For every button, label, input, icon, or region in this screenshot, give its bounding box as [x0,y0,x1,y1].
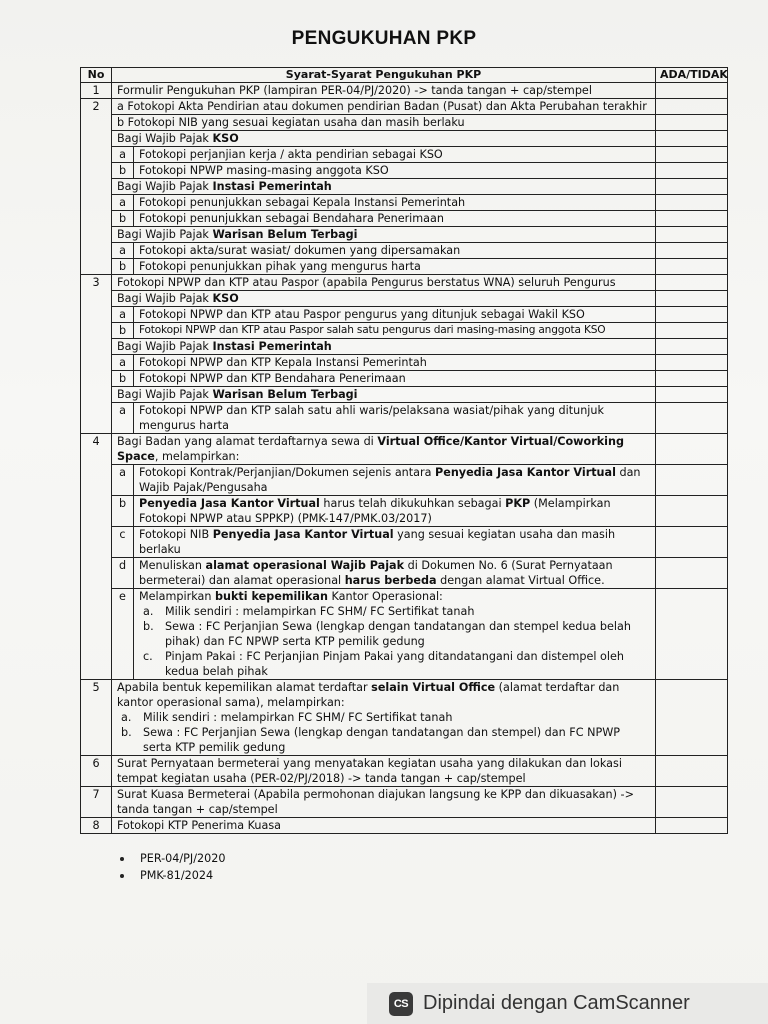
row-number: 4 [81,434,112,680]
ada-tidak-cell[interactable] [656,589,728,680]
header-ada-tidak: ADA/TIDAK [656,68,728,83]
ada-tidak-cell[interactable] [656,195,728,211]
group-heading: Bagi Wajib Pajak Warisan Belum Terbagi [112,227,656,243]
requirement-text: Fotokopi penunjukkan sebagai Bendahara Penerimaan [134,211,656,227]
row-number: 5 [81,680,112,756]
sub-label: a [112,465,134,496]
list-item: a. Milik sendiri : melampirkan FC SHM/ FC Sertifikat tanah [143,605,475,618]
ada-tidak-cell[interactable] [656,211,728,227]
ada-tidak-cell[interactable] [656,355,728,371]
ownership-list [117,710,651,755]
group-heading-row [81,339,728,355]
table-header-row [81,68,728,83]
sub-label: a [112,243,134,259]
ada-tidak-cell[interactable] [656,371,728,387]
row-number: 8 [81,818,112,834]
ada-tidak-cell[interactable] [656,527,728,558]
ada-tidak-cell[interactable] [656,291,728,307]
reference-item: PMK-81/2024 [118,867,225,884]
table-row [81,403,728,434]
ada-tidak-cell[interactable] [656,680,728,756]
table-row [81,147,728,163]
group-heading-row [81,131,728,147]
ada-tidak-cell[interactable] [656,115,728,131]
requirement-text: Fotokopi NPWP masing-masing anggota KSO [134,163,656,179]
requirement-text: Fotokopi penunjukkan sebagai Kepala Instansi Pemerintah [134,195,656,211]
sub-label: b [112,371,134,387]
table-row [81,527,728,558]
table-row [81,680,728,756]
list-item: b. Sewa : FC Perjanjian Sewa (lengkap dengan tandatangan dan stempel) dan FC NPWP serta KTP pemilik gedung [121,726,621,754]
list-item: c. Pinjam Pakai : FC Perjanjian Pinjam Pakai yang ditandatangani dan distempel oleh kedua belah pihak [143,650,624,678]
header-no: No [81,68,112,83]
table-row [81,83,728,99]
ada-tidak-cell[interactable] [656,756,728,787]
header-requirements: Syarat-Syarat Pengukuhan PKP [112,68,656,83]
sub-label: a [112,307,134,323]
ada-tidak-cell[interactable] [656,558,728,589]
table-row [81,211,728,227]
sub-label: d [112,558,134,589]
requirement-text: Surat Kuasa Bermeterai (Apabila permohonan diajukan langsung ke KPP dan dikuasakan) -> tanda tangan + cap/stempel [112,787,656,818]
table-row [81,99,728,115]
requirement-text: Formulir Pengukuhan PKP (lampiran PER-04/PJ/2020) -> tanda tangan + cap/stempel [112,83,656,99]
group-heading-row [81,291,728,307]
sub-label: a [112,403,134,434]
table-row [81,818,728,834]
sub-label: e [112,589,134,680]
requirement-text: Fotokopi penunjukkan pihak yang mengurus harta [134,259,656,275]
sub-label: b [112,259,134,275]
table-row [81,496,728,527]
sub-label: a [112,147,134,163]
table-row [81,589,728,680]
requirements-table [80,67,728,834]
table-row [81,115,728,131]
table-row [81,355,728,371]
ada-tidak-cell[interactable] [656,323,728,339]
ada-tidak-cell[interactable] [656,787,728,818]
requirement-text: Fotokopi NPWP dan KTP Bendahara Penerimaan [134,371,656,387]
sub-label: b [112,323,134,339]
ada-tidak-cell[interactable] [656,339,728,355]
row-number: 2 [81,99,112,275]
group-heading: Bagi Wajib Pajak Instasi Pemerintah [112,339,656,355]
requirement-text: a Fotokopi Akta Pendirian atau dokumen pendirian Badan (Pusat) dan Akta Perubahan terakhir [112,99,656,115]
camscanner-icon: CS [389,992,413,1016]
requirement-text: Surat Pernyataan bermeterai yang menyatakan kegiatan usaha yang dilakukan dan lokasi tempat kegiatan usaha (PER-02/PJ/2018) -> tanda tangan + cap/stempel [112,756,656,787]
ada-tidak-cell[interactable] [656,227,728,243]
ada-tidak-cell[interactable] [656,147,728,163]
requirement-text: Fotokopi akta/surat wasiat/ dokumen yang dipersamakan [134,243,656,259]
group-heading: Bagi Wajib Pajak KSO [112,131,656,147]
ada-tidak-cell[interactable] [656,163,728,179]
requirement-text: Fotokopi Kontrak/Perjanjian/Dokumen sejenis antara Penyedia Jasa Kantor Virtual dan Wajib Pajak/Pengusaha [134,465,656,496]
group-heading-row [81,387,728,403]
group-heading: Bagi Wajib Pajak Warisan Belum Terbagi [112,387,656,403]
requirement-text: Fotokopi NPWP dan KTP salah satu ahli waris/pelaksana wasiat/pihak yang ditunjuk mengurus harta [134,403,656,434]
sub-label: b [112,163,134,179]
sub-label: a [112,355,134,371]
list-item: a. Milik sendiri : melampirkan FC SHM/ FC Sertifikat tanah [121,711,453,724]
watermark-text: Dipindai dengan CamScanner [423,992,690,1014]
requirement-text: Fotokopi NIB Penyedia Jasa Kantor Virtual yang sesuai kegiatan usaha dan masih berlaku [134,527,656,558]
ada-tidak-cell[interactable] [656,465,728,496]
row-number: 3 [81,275,112,434]
requirement-text: Bagi Badan yang alamat terdaftarnya sewa di Virtual Office/Kantor Virtual/Coworking Space, melampirkan: [112,434,656,465]
page-title: PENGUKUHAN PKP [291,28,477,49]
group-heading-row [81,179,728,195]
group-heading: Bagi Wajib Pajak Instasi Pemerintah [112,179,656,195]
reference-list [118,850,225,884]
table-row [81,371,728,387]
table-row [81,323,728,339]
ada-tidak-cell[interactable] [656,131,728,147]
table-row [81,434,728,465]
group-heading-row [81,227,728,243]
ada-tidak-cell[interactable] [656,496,728,527]
requirement-text: Penyedia Jasa Kantor Virtual harus telah dikukuhkan sebagai PKP (Melampirkan Fotokopi NPWP atau SPPKP) (PMK-147/PMK.03/2017) [134,496,656,527]
table-row [81,307,728,323]
group-heading: Bagi Wajib Pajak KSO [112,291,656,307]
table-row [81,787,728,818]
ada-tidak-cell[interactable] [656,403,728,434]
reference-item: PER-04/PJ/2020 [118,850,225,867]
requirement-text: Fotokopi NPWP dan KTP atau Paspor pengurus yang ditunjuk sebagai Wakil KSO [134,307,656,323]
ada-tidak-cell[interactable] [656,243,728,259]
list-item: b. Sewa : FC Perjanjian Sewa (lengkap dengan tandatangan dan stempel kedua belah pihak) dan FC NPWP serta KTP pemilik gedung [143,620,631,648]
ada-tidak-cell[interactable] [656,83,728,99]
table-row [81,756,728,787]
requirement-text: Fotokopi NPWP dan KTP Kepala Instansi Pemerintah [134,355,656,371]
ada-tidak-cell[interactable] [656,387,728,403]
table-row [81,243,728,259]
table-row [81,558,728,589]
ada-tidak-cell[interactable] [656,818,728,834]
ada-tidak-cell[interactable] [656,434,728,465]
row-number: 6 [81,756,112,787]
requirement-text: Apabila bentuk kepemilikan alamat terdaftar selain Virtual Office (alamat terdaftar dan kantor operasional sama), melampirkan: a. Milik sendiri : melampirkan FC SHM/ FC Sertifikat tanah b. Sewa : FC Perjanjian Sewa (lengkap dengan tandatangan dan stempel) dan FC NPWP serta KTP pemilik gedung [112,680,656,756]
requirement-text: Fotokopi NPWP dan KTP atau Paspor salah satu pengurus dari masing-masing anggota KSO [134,323,656,339]
table-row [81,195,728,211]
table-row [81,275,728,291]
camscanner-watermark [367,983,768,1024]
sub-label: a [112,195,134,211]
table-row [81,259,728,275]
ada-tidak-cell[interactable] [656,275,728,291]
ada-tidak-cell[interactable] [656,307,728,323]
table-row [81,465,728,496]
row-number: 1 [81,83,112,99]
table-row [81,163,728,179]
requirement-text: b Fotokopi NIB yang sesuai kegiatan usaha dan masih berlaku [112,115,656,131]
requirement-text: Fotokopi KTP Penerima Kuasa [112,818,656,834]
sub-label: b [112,496,134,527]
requirement-text: Fotokopi perjanjian kerja / akta pendirian sebagai KSO [134,147,656,163]
sub-label: c [112,527,134,558]
ada-tidak-cell[interactable] [656,179,728,195]
requirement-text: Menuliskan alamat operasional Wajib Pajak di Dokumen No. 6 (Surat Pernyataan bermeterai) dan alamat operasional harus berbeda dengan alamat Virtual Office. [134,558,656,589]
row-number: 7 [81,787,112,818]
sub-label: b [112,211,134,227]
ownership-list [139,604,651,679]
ada-tidak-cell[interactable] [656,99,728,115]
requirement-text: Melampirkan bukti kepemilikan Kantor Operasional: a. Milik sendiri : melampirkan FC SHM/ FC Sertifikat tanah b. Sewa : FC Perjanjian Sewa (lengkap dengan tandatangan dan stempel kedua belah pihak) dan FC NPWP serta KTP pemilik gedung c. Pinjam Pakai : FC Perjanjian Pinjam Pakai yang ditandatangani dan distempel oleh kedua belah pihak [134,589,656,680]
requirement-text: Fotokopi NPWP dan KTP atau Paspor (apabila Pengurus berstatus WNA) seluruh Pengurus [112,275,656,291]
ada-tidak-cell[interactable] [656,259,728,275]
